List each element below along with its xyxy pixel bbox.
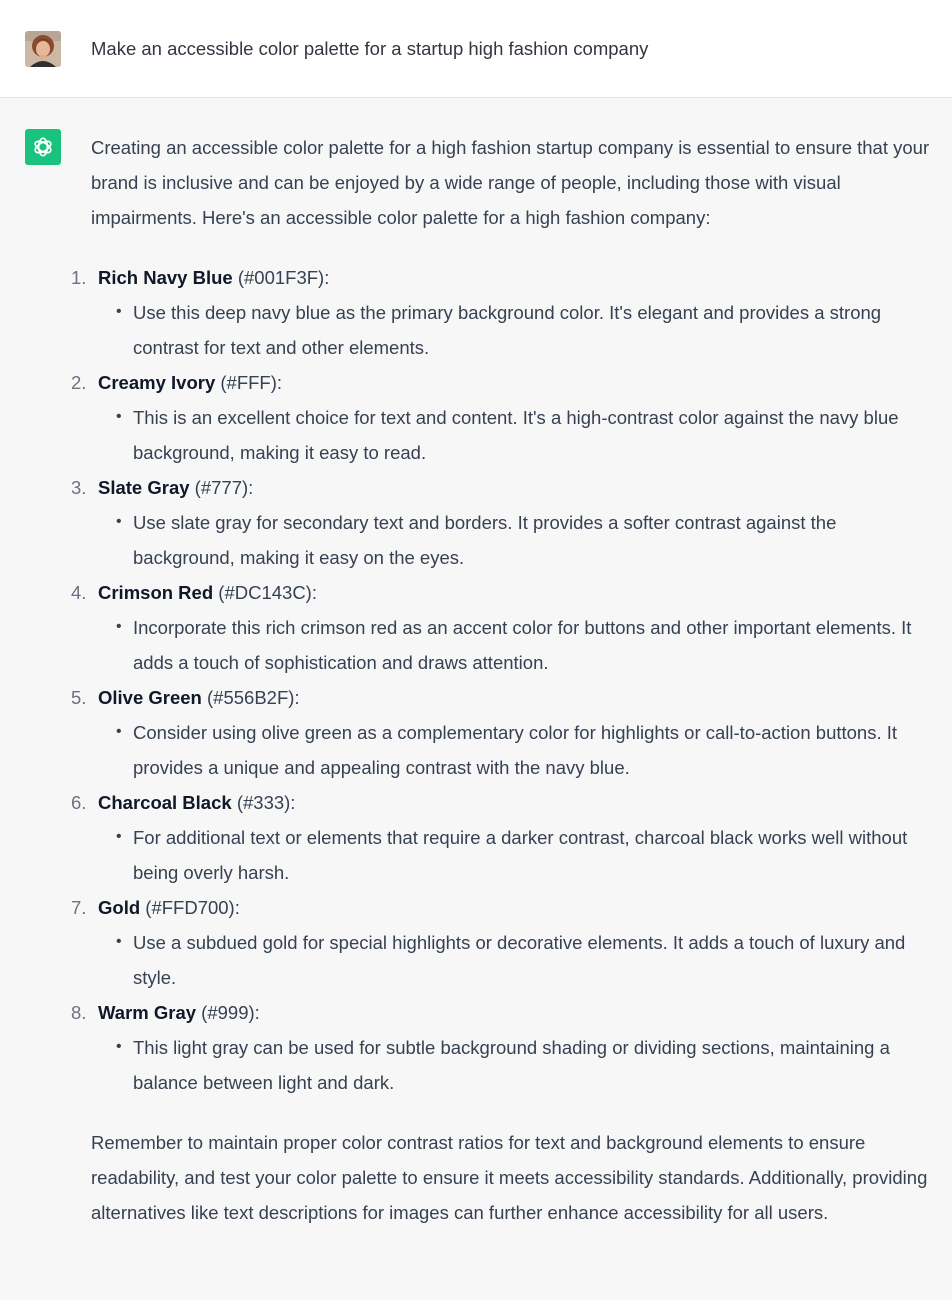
user-message-row — [0, 0, 952, 98]
color-description — [116, 610, 936, 680]
list-number: 4. — [71, 582, 87, 603]
list-item — [71, 680, 936, 785]
color-name: Creamy Ivory — [98, 372, 216, 393]
openai-logo-icon — [25, 129, 61, 165]
color-name: Rich Navy Blue — [98, 267, 233, 288]
user-prompt-text: Make an accessible color palette for a startup high fashion company — [91, 38, 649, 59]
color-description — [116, 715, 936, 785]
bullet-icon: • — [116, 723, 122, 740]
color-name: Crimson Red — [98, 582, 214, 603]
color-description-list — [98, 610, 936, 680]
list-item — [71, 785, 936, 890]
color-name: Gold — [98, 897, 141, 918]
description-text: For additional text or elements that require a darker contrast, charcoal black works well without being overly harsh. — [133, 827, 908, 883]
list-number: 8. — [71, 1002, 87, 1023]
color-name: Olive Green — [98, 687, 202, 708]
bullet-icon: • — [116, 828, 122, 845]
user-avatar — [25, 31, 61, 67]
color-name: Slate Gray — [98, 477, 190, 498]
list-item — [71, 890, 936, 995]
description-text: Consider using olive green as a complementary color for highlights or call-to-action buttons. It provides a unique and appealing contrast with the navy blue. — [133, 722, 898, 778]
list-item — [71, 365, 936, 470]
bullet-icon: • — [116, 1038, 122, 1055]
color-description-list — [98, 295, 936, 365]
description-text: This light gray can be used for subtle background shading or dividing sections, maintaining a balance between light and dark. — [133, 1037, 890, 1093]
description-text: Incorporate this rich crimson red as an accent color for buttons and other important elements. It adds a touch of sophistication and draws attention. — [133, 617, 912, 673]
color-description — [116, 295, 936, 365]
list-item — [71, 575, 936, 680]
color-code: (#001F3F): — [232, 267, 330, 288]
bullet-icon: • — [116, 933, 122, 950]
color-description — [116, 925, 936, 995]
color-description-list — [98, 505, 936, 575]
color-code: (#777): — [189, 477, 254, 498]
description-text: Use slate gray for secondary text and borders. It provides a softer contrast against the background, making it easy on the eyes. — [133, 512, 837, 568]
color-code: (#556B2F): — [201, 687, 300, 708]
color-name: Charcoal Black — [98, 792, 232, 813]
color-code: (#DC143C): — [213, 582, 317, 603]
color-description — [116, 1030, 936, 1100]
color-description-list — [98, 400, 936, 470]
color-description — [116, 505, 936, 575]
user-avatar-image — [25, 31, 61, 67]
answer-outro: Remember to maintain proper color contrast ratios for text and background elements to ensure readability, and test your color palette to ensure it meets accessibility standards. Additionally, providing alternatives like text descriptions for images can further enhance accessibility for all users. — [91, 1132, 928, 1223]
color-description-list — [98, 820, 936, 890]
color-description-list — [98, 925, 936, 995]
list-number: 3. — [71, 477, 87, 498]
answer-intro: Creating an accessible color palette for a high fashion startup company is essential to ensure that your brand is inclusive and can be enjoyed by a wide range of people, including those with visual impairments. Here's an accessible color palette for a high fashion company: — [91, 137, 930, 228]
color-name: Warm Gray — [98, 1002, 197, 1023]
list-number: 5. — [71, 687, 87, 708]
list-number: 7. — [71, 897, 87, 918]
description-text: This is an excellent choice for text and content. It's a high-contrast color against the navy blue background, making it easy to read. — [133, 407, 899, 463]
color-code: (#333): — [231, 792, 296, 813]
list-item — [71, 260, 936, 365]
color-code: (#FFF): — [215, 372, 283, 393]
openai-logo-svg — [30, 134, 56, 160]
color-description-list — [98, 715, 936, 785]
description-text: Use this deep navy blue as the primary background color. It's elegant and provides a strong contrast for text and other elements. — [133, 302, 882, 358]
color-palette-list — [71, 260, 936, 1100]
color-code: (#FFD700): — [140, 897, 240, 918]
assistant-answer — [71, 130, 936, 1230]
description-text: Use a subdued gold for special highlights or decorative elements. It adds a touch of luxury and style. — [133, 932, 906, 988]
color-code: (#999): — [196, 1002, 260, 1023]
list-item — [71, 470, 936, 575]
bullet-icon: • — [116, 618, 122, 635]
list-number: 1. — [71, 267, 87, 288]
bullet-icon: • — [116, 408, 122, 425]
color-description — [116, 820, 936, 890]
list-item — [71, 995, 936, 1100]
color-description — [116, 400, 936, 470]
bullet-icon: • — [116, 513, 122, 530]
list-number: 6. — [71, 792, 87, 813]
color-description-list — [98, 1030, 936, 1100]
list-number: 2. — [71, 372, 87, 393]
bullet-icon: • — [116, 303, 122, 320]
